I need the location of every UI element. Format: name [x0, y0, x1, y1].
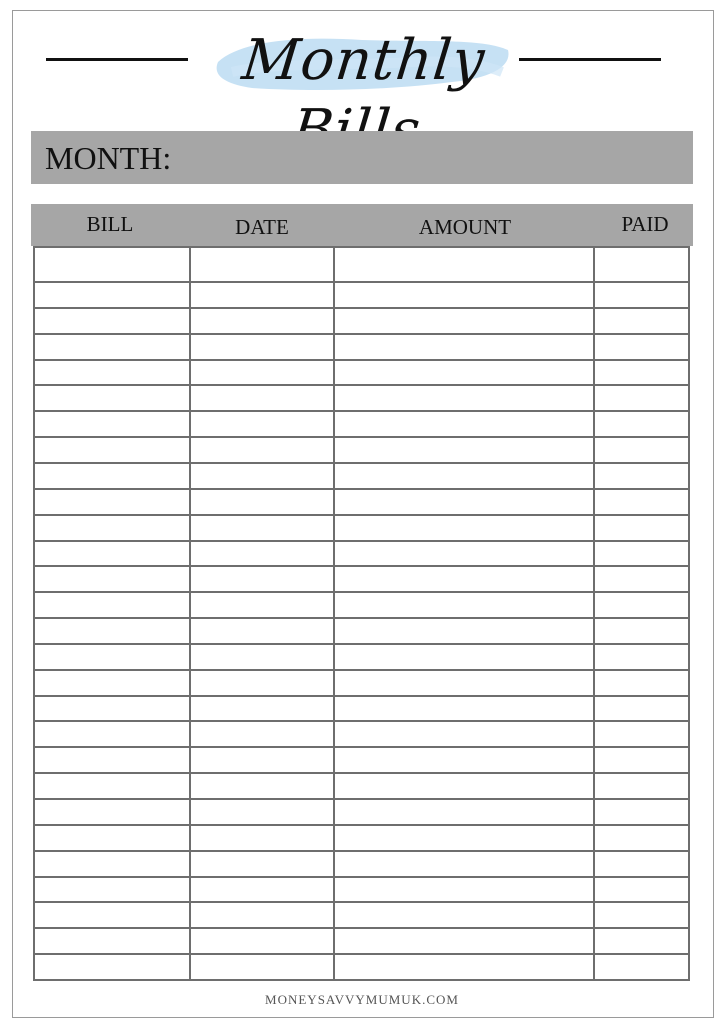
table-cell-paid[interactable] — [593, 410, 690, 438]
table-cell-paid[interactable] — [593, 540, 690, 568]
table-row — [33, 307, 692, 335]
table-cell-amount[interactable] — [333, 540, 595, 568]
table-row — [33, 333, 692, 361]
table-cell-amount[interactable] — [333, 746, 595, 774]
table-cell-paid[interactable] — [593, 876, 690, 904]
table-cell-date[interactable] — [189, 333, 335, 361]
table-cell-bill[interactable] — [33, 281, 191, 309]
table-cell-bill[interactable] — [33, 720, 191, 748]
title-block — [200, 18, 520, 108]
table-cell-amount[interactable] — [333, 359, 595, 387]
table-cell-paid[interactable] — [593, 669, 690, 697]
table-cell-bill[interactable] — [33, 307, 191, 335]
table-cell-paid[interactable] — [593, 488, 690, 516]
table-row — [33, 824, 692, 852]
table-cell-date[interactable] — [189, 436, 335, 464]
table-cell-bill[interactable] — [33, 901, 191, 929]
table-cell-date[interactable] — [189, 746, 335, 774]
table-cell-date[interactable] — [189, 927, 335, 955]
table-row — [33, 927, 692, 955]
table-row — [33, 591, 692, 619]
table-row — [33, 772, 692, 800]
table-cell-paid[interactable] — [593, 246, 690, 283]
table-cell-amount[interactable] — [333, 514, 595, 542]
table-cell-date[interactable] — [189, 695, 335, 723]
table-cell-paid[interactable] — [593, 695, 690, 723]
table-cell-date[interactable] — [189, 876, 335, 904]
table-cell-amount[interactable] — [333, 953, 595, 981]
table-row — [33, 643, 692, 671]
table-cell-bill[interactable] — [33, 824, 191, 852]
table-cell-bill[interactable] — [33, 333, 191, 361]
table-cell-date[interactable] — [189, 281, 335, 309]
table-cell-date[interactable] — [189, 307, 335, 335]
table-cell-amount[interactable] — [333, 591, 595, 619]
table-cell-paid[interactable] — [593, 514, 690, 542]
table-cell-paid[interactable] — [593, 824, 690, 852]
table-cell-bill[interactable] — [33, 462, 191, 490]
table-row — [33, 462, 692, 490]
page-title: Monthly — [239, 28, 489, 93]
title-rule-right — [519, 58, 661, 61]
table-cell-paid[interactable] — [593, 436, 690, 464]
table-cell-amount[interactable] — [333, 643, 595, 671]
table-cell-paid[interactable] — [593, 307, 690, 335]
table-cell-bill[interactable] — [33, 798, 191, 826]
table-cell-date[interactable] — [189, 850, 335, 878]
table-cell-bill[interactable] — [33, 643, 191, 671]
table-cell-bill[interactable] — [33, 246, 191, 283]
table-cell-amount[interactable] — [333, 246, 595, 283]
table-cell-paid[interactable] — [593, 591, 690, 619]
table-cell-bill[interactable] — [33, 591, 191, 619]
table-row — [33, 876, 692, 904]
table-cell-bill[interactable] — [33, 927, 191, 955]
table-cell-date[interactable] — [189, 591, 335, 619]
column-header-bill: BILL — [86, 212, 134, 236]
table-cell-amount[interactable] — [333, 720, 595, 748]
table-cell-bill[interactable] — [33, 669, 191, 697]
table-cell-date[interactable] — [189, 488, 335, 516]
table-row — [33, 246, 692, 283]
table-cell-amount[interactable] — [333, 488, 595, 516]
table-row — [33, 901, 692, 929]
table-cell-date[interactable] — [189, 643, 335, 671]
table-cell-date[interactable] — [189, 798, 335, 826]
table-cell-date[interactable] — [189, 720, 335, 748]
table-cell-paid[interactable] — [593, 565, 690, 593]
table-cell-bill[interactable] — [33, 488, 191, 516]
table-cell-date[interactable] — [189, 359, 335, 387]
table-cell-amount[interactable] — [333, 901, 595, 929]
month-bar — [31, 131, 693, 184]
footer-website: MONEYSAVVYMUMUK.COM — [265, 992, 459, 1007]
table-header — [31, 204, 693, 246]
table-cell-date[interactable] — [189, 953, 335, 981]
table-row — [33, 410, 692, 438]
table-cell-amount[interactable] — [333, 307, 595, 335]
table-cell-paid[interactable] — [593, 772, 690, 800]
table-cell-date[interactable] — [189, 901, 335, 929]
table-cell-amount[interactable] — [333, 462, 595, 490]
table-cell-amount[interactable] — [333, 772, 595, 800]
month-label: MONTH: — [45, 140, 172, 176]
table-cell-bill[interactable] — [33, 772, 191, 800]
table-cell-paid[interactable] — [593, 359, 690, 387]
table-cell-bill[interactable] — [33, 746, 191, 774]
table-row — [33, 514, 692, 542]
table-cell-paid[interactable] — [593, 953, 690, 981]
table-cell-paid[interactable] — [593, 850, 690, 878]
table-cell-date[interactable] — [189, 514, 335, 542]
table-row — [33, 695, 692, 723]
table-cell-amount[interactable] — [333, 436, 595, 464]
table-cell-amount[interactable] — [333, 281, 595, 309]
table-cell-amount[interactable] — [333, 333, 595, 361]
table-cell-bill[interactable] — [33, 695, 191, 723]
table-row — [33, 384, 692, 412]
table-cell-bill[interactable] — [33, 514, 191, 542]
table-cell-paid[interactable] — [593, 462, 690, 490]
column-header-amount: AMOUNT — [418, 215, 512, 239]
table-row — [33, 798, 692, 826]
table-row — [33, 746, 692, 774]
table-cell-paid[interactable] — [593, 798, 690, 826]
table-cell-amount[interactable] — [333, 410, 595, 438]
table-row — [33, 720, 692, 748]
table-cell-bill[interactable] — [33, 850, 191, 878]
table-cell-date[interactable] — [189, 246, 335, 283]
table-cell-date[interactable] — [189, 410, 335, 438]
table-cell-date[interactable] — [189, 462, 335, 490]
table-row — [33, 953, 692, 981]
title-rule-left — [46, 58, 188, 61]
table-cell-bill[interactable] — [33, 565, 191, 593]
table-cell-paid[interactable] — [593, 643, 690, 671]
table-row — [33, 617, 692, 645]
table-cell-paid[interactable] — [593, 901, 690, 929]
table-cell-date[interactable] — [189, 540, 335, 568]
table-cell-amount[interactable] — [333, 850, 595, 878]
table-cell-amount[interactable] — [333, 617, 595, 645]
table-cell-date[interactable] — [189, 772, 335, 800]
table-cell-paid[interactable] — [593, 384, 690, 412]
table-cell-bill[interactable] — [33, 359, 191, 387]
table-cell-bill[interactable] — [33, 876, 191, 904]
table-row — [33, 436, 692, 464]
table-cell-date[interactable] — [189, 384, 335, 412]
table-row — [33, 669, 692, 697]
table-cell-bill[interactable] — [33, 436, 191, 464]
bills-table-body — [33, 246, 692, 981]
table-row — [33, 488, 692, 516]
table-row — [33, 540, 692, 568]
table-cell-paid[interactable] — [593, 617, 690, 645]
table-cell-paid[interactable] — [593, 281, 690, 309]
table-cell-bill[interactable] — [33, 953, 191, 981]
column-header-date: DATE — [235, 215, 289, 239]
table-cell-amount[interactable] — [333, 695, 595, 723]
table-cell-amount[interactable] — [333, 876, 595, 904]
table-cell-bill[interactable] — [33, 617, 191, 645]
table-cell-amount[interactable] — [333, 798, 595, 826]
table-cell-date[interactable] — [189, 565, 335, 593]
table-cell-paid[interactable] — [593, 720, 690, 748]
table-cell-amount[interactable] — [333, 927, 595, 955]
table-cell-bill[interactable] — [33, 410, 191, 438]
table-cell-date[interactable] — [189, 617, 335, 645]
table-row — [33, 281, 692, 309]
table-row — [33, 359, 692, 387]
table-cell-paid[interactable] — [593, 333, 690, 361]
table-cell-amount[interactable] — [333, 384, 595, 412]
table-cell-date[interactable] — [189, 669, 335, 697]
table-row — [33, 850, 692, 878]
table-cell-bill[interactable] — [33, 384, 191, 412]
table-cell-date[interactable] — [189, 824, 335, 852]
table-cell-amount[interactable] — [333, 669, 595, 697]
table-cell-bill[interactable] — [33, 540, 191, 568]
table-cell-paid[interactable] — [593, 927, 690, 955]
table-cell-amount[interactable] — [333, 824, 595, 852]
table-row — [33, 565, 692, 593]
table-cell-paid[interactable] — [593, 746, 690, 774]
column-header-paid: PAID — [621, 212, 669, 236]
table-cell-amount[interactable] — [333, 565, 595, 593]
